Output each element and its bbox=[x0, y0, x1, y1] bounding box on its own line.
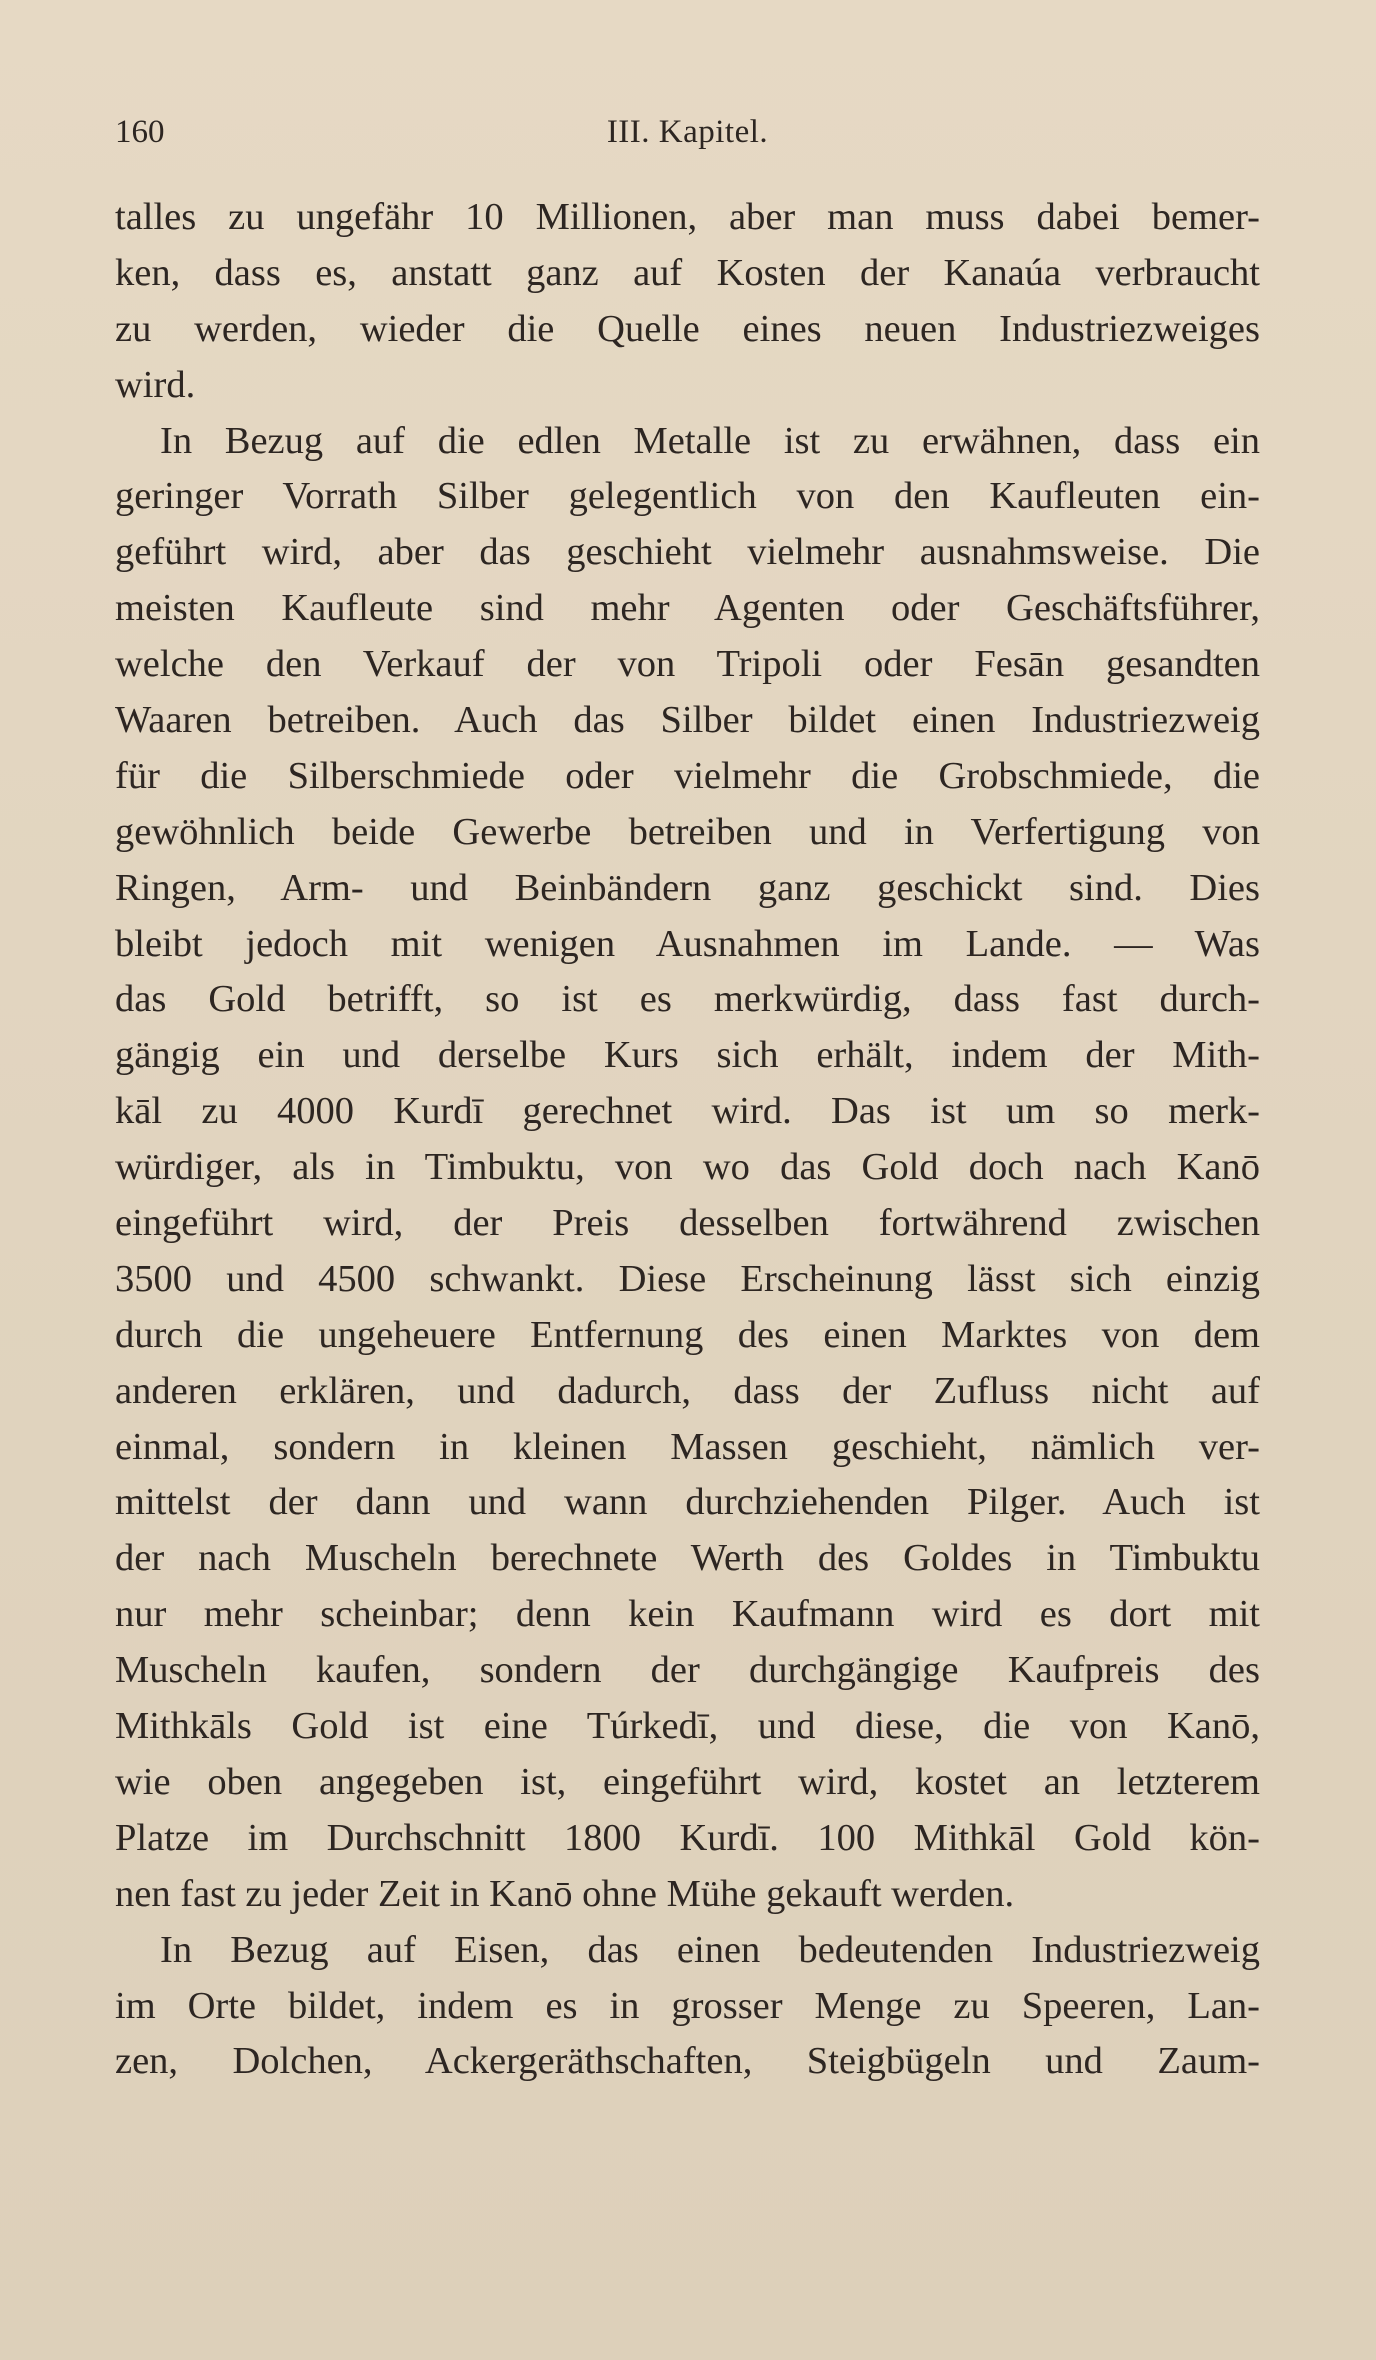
text-line: im Orte bildet, indem es in grosser Menge zu Speeren, Lan- bbox=[115, 1984, 1260, 2027]
text-line: zu werden, wieder die Quelle eines neuen Industriezweiges bbox=[115, 307, 1260, 350]
text-line: der nach Muscheln berechnete Werth des Goldes in Timbuktu bbox=[115, 1537, 1260, 1580]
text-line: wie oben angegeben ist, eingeführt wird, kostet an letzterem bbox=[115, 1760, 1260, 1803]
text-line: kāl zu 4000 Kurdī gerechnet wird. Das ist um so merk- bbox=[115, 1090, 1260, 1133]
text-line: gängig ein und derselbe Kurs sich erhält, indem der Mith- bbox=[115, 1034, 1260, 1077]
text-line: Ringen, Arm- und Beinbändern ganz geschickt sind. Dies bbox=[115, 866, 1260, 909]
text-line: einmal, sondern in kleinen Massen geschieht, nämlich ver- bbox=[115, 1425, 1260, 1468]
text-line: nur mehr scheinbar; denn kein Kaufmann wird es dort mit bbox=[115, 1593, 1260, 1636]
text-line: 3500 und 4500 schwankt. Diese Erscheinung lässt sich einzig bbox=[115, 1257, 1260, 1300]
text-line: durch die ungeheuere Entfernung des einen Marktes von dem bbox=[115, 1313, 1260, 1356]
paragraph-end-line: nen fast zu jeder Zeit in Kanō ohne Mühe gekauft werden. bbox=[115, 1872, 1015, 1915]
text-line: für die Silberschmiede oder vielmehr die Grobschmiede, die bbox=[115, 754, 1260, 797]
text-line: das Gold betrifft, so ist es merkwürdig, dass fast durch- bbox=[115, 978, 1260, 1021]
chapter-title: III. Kapitel. bbox=[606, 114, 769, 150]
text-line: mittelst der dann und wann durchziehenden Pilger. Auch ist bbox=[115, 1481, 1260, 1524]
text-line: Platze im Durchschnitt 1800 Kurdī. 100 Mithkāl Gold kön- bbox=[115, 1816, 1260, 1859]
text-line: würdiger, als in Timbuktu, von wo das Gold doch nach Kanō bbox=[115, 1146, 1260, 1189]
text-line: talles zu ungefähr 10 Millionen, aber man muss dabei bemer- bbox=[115, 196, 1260, 238]
page-number: 160 bbox=[115, 114, 165, 150]
running-head bbox=[115, 114, 1260, 164]
text-line: eingeführt wird, der Preis desselben fortwährend zwischen bbox=[115, 1202, 1260, 1245]
paragraph-start-line: In Bezug auf Eisen, das einen bedeutenden Industriezweig bbox=[160, 1928, 1260, 1971]
paragraph-start-line: In Bezug auf die edlen Metalle ist zu erwähnen, dass ein bbox=[160, 419, 1260, 462]
text-line: meisten Kaufleute sind mehr Agenten oder Geschäftsführer, bbox=[115, 587, 1260, 630]
text-line: Waaren betreiben. Auch das Silber bildet einen Industriezweig bbox=[115, 699, 1260, 742]
text-line: ken, dass es, anstatt ganz auf Kosten der Kanaúa verbraucht bbox=[115, 251, 1260, 294]
text-line: bleibt jedoch mit wenigen Ausnahmen im Lande. — Was bbox=[115, 922, 1260, 965]
text-line: geführt wird, aber das geschieht vielmehr ausnahmsweise. Die bbox=[115, 531, 1260, 574]
text-line: Mithkāls Gold ist eine Túrkedī, und diese, die von Kanō, bbox=[115, 1705, 1260, 1748]
paragraph-end-line: wird. bbox=[115, 363, 196, 406]
body-text bbox=[115, 190, 1260, 2090]
text-line: zen, Dolchen, Ackergeräthschaften, Steigbügeln und Zaum- bbox=[115, 2040, 1260, 2083]
text-line: welche den Verkauf der von Tripoli oder Fesān gesandten bbox=[115, 643, 1260, 686]
text-line: gewöhnlich beide Gewerbe betreiben und in Verfertigung von bbox=[115, 810, 1260, 853]
text-line: geringer Vorrath Silber gelegentlich von den Kaufleuten ein- bbox=[115, 475, 1260, 518]
text-line: Muscheln kaufen, sondern der durchgängige Kaufpreis des bbox=[115, 1649, 1260, 1692]
text-line: anderen erklären, und dadurch, dass der Zufluss nicht auf bbox=[115, 1369, 1260, 1412]
